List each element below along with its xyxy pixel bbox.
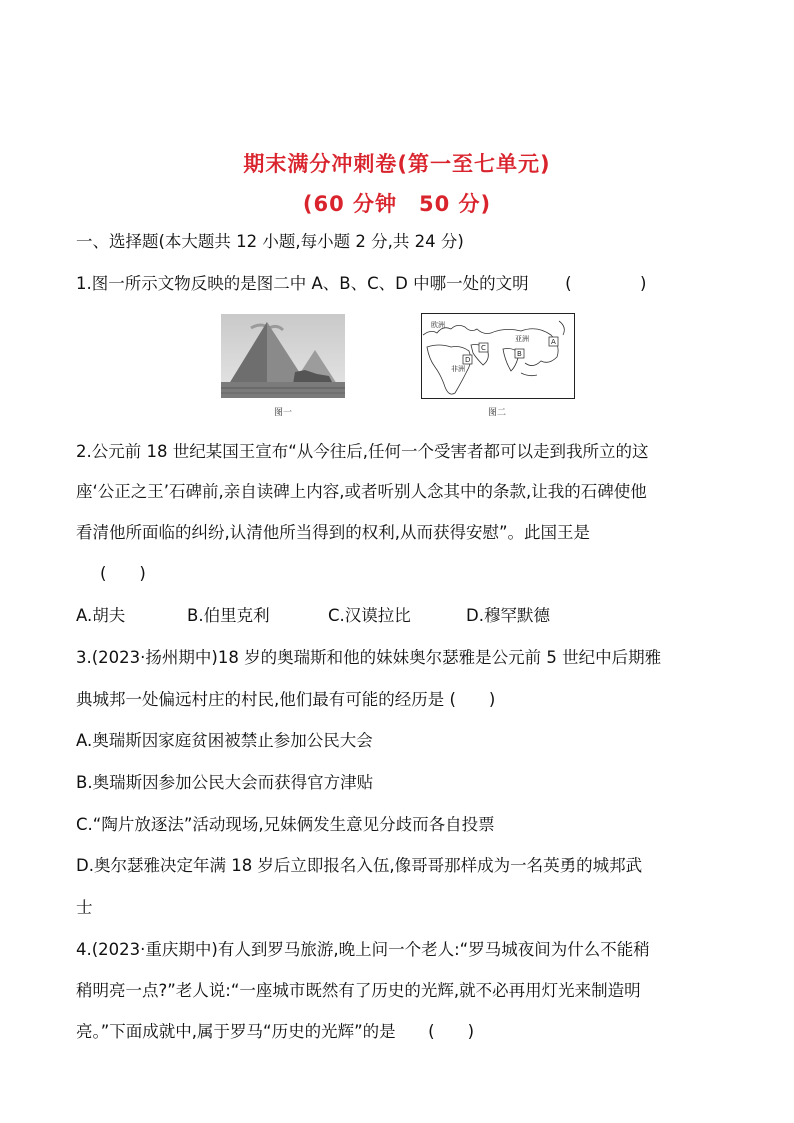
map-label-asia: 亚洲: [515, 335, 529, 343]
question-3-option-d-cont: 士: [76, 898, 93, 917]
question-1: [76, 273, 646, 295]
map-label-africa: 非洲: [451, 365, 465, 373]
figure-1-caption: 图一: [274, 408, 293, 418]
figure-2-caption: 图二: [488, 408, 507, 418]
map-marker-c: C: [481, 344, 486, 352]
question-4-line-3: [76, 1021, 474, 1043]
world-map: [421, 313, 575, 399]
question-3-option-c[interactable]: C.“陶片放逐法”活动现场,兄妹俩发生意见分歧而各自投票: [76, 815, 495, 834]
question-2-answer-paren[interactable]: ( ): [100, 564, 146, 583]
pyramid-photo: [221, 314, 345, 398]
map-marker-d: D: [465, 356, 471, 364]
question-2-line-3: 看清他所面临的纠纷,认清他所当得到的权利,从而获得安慰”。此国王是: [76, 523, 591, 542]
question-3-line-1: 3.(2023·扬州期中)18 岁的奥瑞斯和他的妹妹奥尔瑟雅是公元前 5 世纪中后期雅: [76, 648, 662, 667]
option-a[interactable]: A.胡夫: [76, 606, 126, 625]
question-2-line-1: 2.公元前 18 世纪某国王宣布“从今往后,任何一个受害者都可以走到我所立的这: [76, 442, 649, 461]
map-marker-a: A: [551, 338, 556, 346]
map-label-europe: 欧洲: [431, 321, 445, 329]
question-3-option-b[interactable]: B.奥瑞斯因参加公民大会而获得官方津贴: [76, 773, 374, 792]
question-3-option-d[interactable]: D.奥尔瑟雅决定年满 18 岁后立即报名入伍,像哥哥那样成为一名英勇的城邦武: [76, 856, 643, 875]
map-marker-b: B: [517, 350, 522, 358]
option-d[interactable]: D.穆罕默德: [466, 606, 550, 625]
question-4-line-1: 4.(2023·重庆期中)有人到罗马旅游,晚上问一个老人:“罗马城夜间为什么不能稍: [76, 940, 650, 959]
question-4-text: 亮。”下面成就中,属于罗马“历史的光辉”的是: [76, 1022, 396, 1041]
option-c[interactable]: C.汉谟拉比: [328, 606, 411, 625]
page-subtitle: (60 分钟 50 分): [302, 192, 492, 216]
answer-paren-left: (: [565, 274, 572, 293]
answer-paren-right: ): [640, 274, 647, 293]
question-4-line-2: 稍明亮一点?”老人说:“一座城市既然有了历史的光辉,就不必再用灯光来制造明: [76, 981, 641, 1000]
question-3-line-2: 典城邦一处偏远村庄的村民,他们最有可能的经历是 ( ): [76, 690, 496, 709]
question-3-option-a[interactable]: A.奥瑞斯因家庭贫困被禁止参加公民大会: [76, 731, 373, 750]
section-heading: 一、选择题(本大题共 12 小题,每小题 2 分,共 24 分): [76, 232, 464, 251]
page-title: 期末满分冲刺卷(第一至七单元): [243, 152, 551, 176]
question-4-answer-paren[interactable]: ( ): [428, 1022, 475, 1041]
question-1-text: 1.图一所示文物反映的是图二中 A、B、C、D 中哪一处的文明: [76, 274, 529, 293]
question-2-options: [76, 605, 550, 627]
question-2-line-2: 座‘公正之王’石碑前,亲自读碑上内容,或者听别人念其中的条款,让我的石碑使他: [76, 482, 647, 501]
option-b[interactable]: B.伯里克利: [187, 606, 270, 625]
